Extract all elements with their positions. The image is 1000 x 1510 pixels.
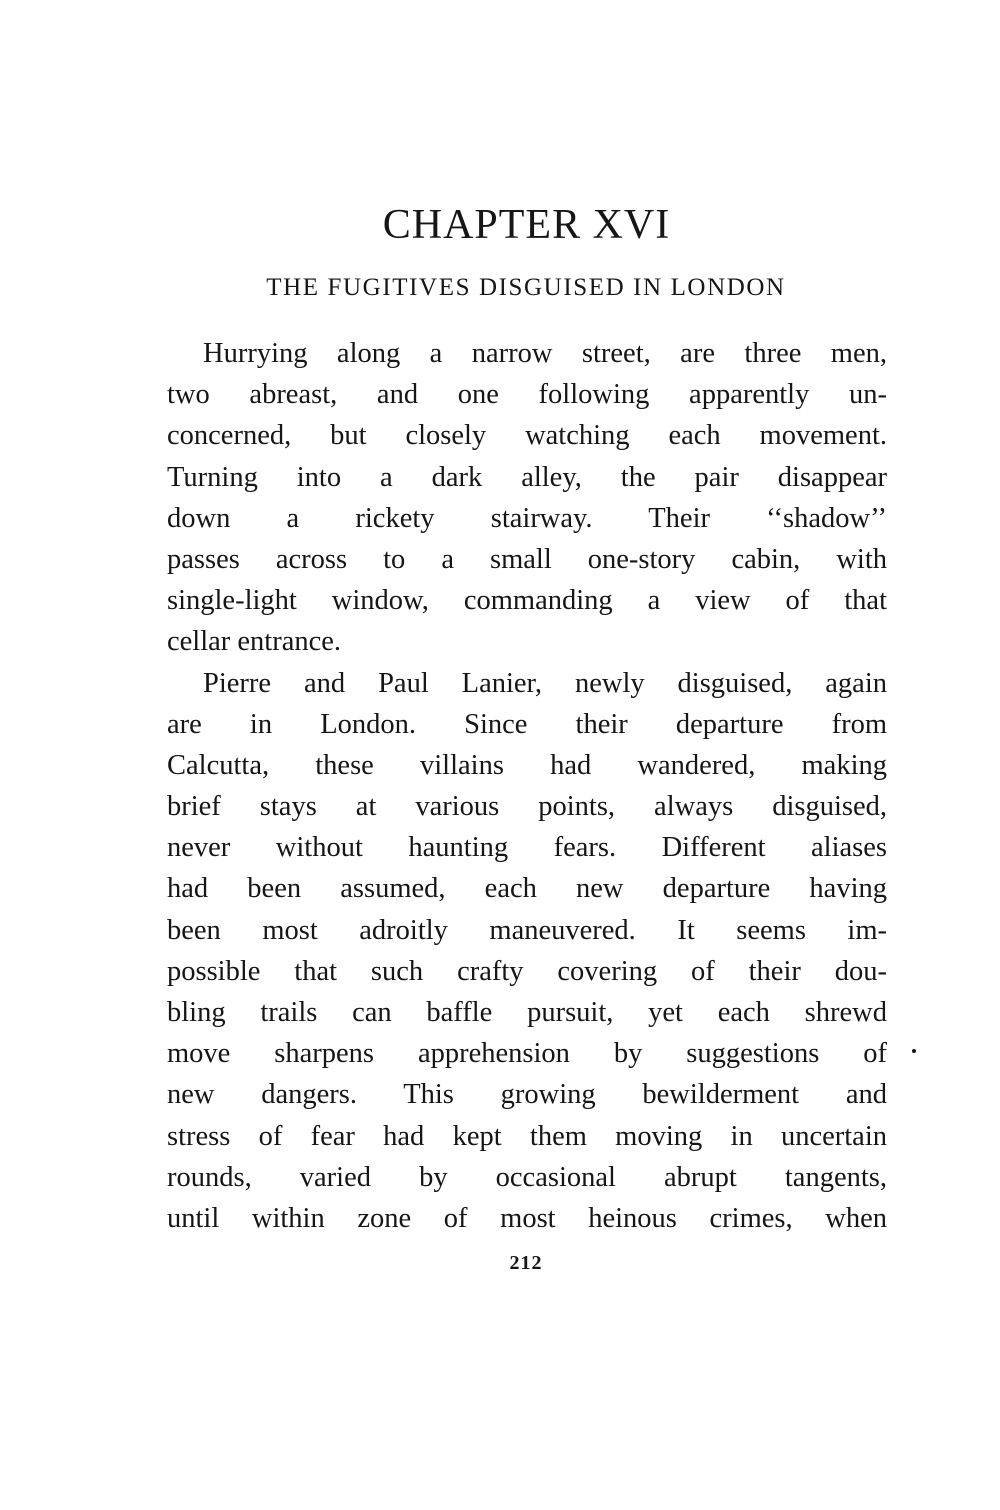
text-line: Calcutta, these villains had wandered, making [167,749,887,781]
text-line: cellar entrance. [167,626,342,658]
text-line: brief stays at various points, always disguised, [167,791,887,823]
text-line: down a rickety stairway. Their ‘‘shadow’’ [167,502,887,534]
text-line: passes across to a small one-story cabin, with [167,543,887,575]
paragraph-2 [167,663,887,1240]
text-line: never without haunting fears. Different aliases [167,832,887,864]
paragraph-1 [167,333,887,663]
text-line: Turning into a dark alley, the pair disappear [167,461,887,493]
text-line: two abreast, and one following apparently un- [167,379,887,411]
text-line: Hurrying along a narrow street, are three men, [203,338,887,369]
chapter-heading: CHAPTER XVI [382,202,671,248]
text-line: move sharpens apprehension by suggestions of [167,1038,887,1070]
page-number: 212 [509,1252,543,1274]
text-line: had been assumed, each new departure having [167,873,887,905]
text-line: been most adroitly maneuvered. It seems im- [167,914,887,946]
text-line: possible that such crafty covering of their dou- [167,955,887,987]
text-line: new dangers. This growing bewilderment and [167,1079,887,1111]
body-text [167,333,887,1239]
text-line: Pierre and Paul Lanier, newly disguised, again [203,667,887,699]
text-line: are in London. Since their departure from [167,708,887,740]
text-line: concerned, but closely watching each movement. [167,420,887,452]
chapter-subtitle: THE FUGITIVES DISGUISED IN LONDON [266,274,786,301]
text-line: until within zone of most heinous crimes, when [167,1202,887,1234]
text-line: stress of fear had kept them moving in uncertain [167,1120,887,1152]
text-line: single-light window, commanding a view of that [167,585,887,617]
stray-ink-mark [912,1049,916,1053]
text-line: bling trails can baffle pursuit, yet each shrewd [167,997,887,1028]
text-line: rounds, varied by occasional abrupt tangents, [167,1161,887,1193]
